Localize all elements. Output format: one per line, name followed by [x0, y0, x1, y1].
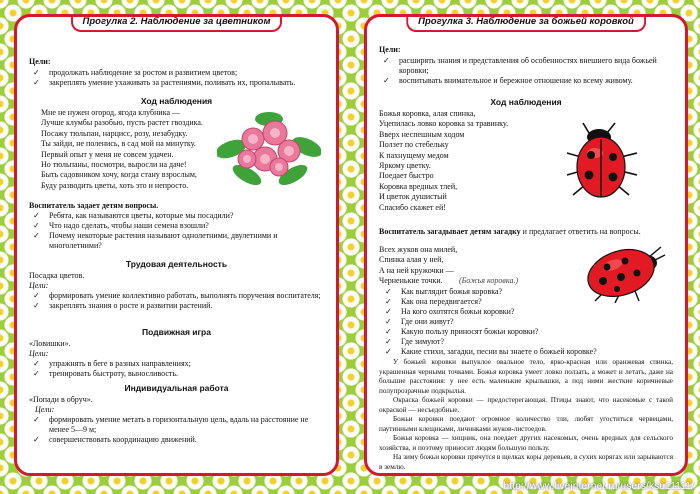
left-question-item: ✓ Почему некоторые растения называют однолетними, двулетними и многолетними? [29, 231, 324, 251]
left-labor-heading: Трудовая деятельность [125, 259, 228, 269]
left-labor-text: Посадка цветов. [29, 271, 85, 280]
left-questions-list [29, 211, 324, 251]
right-question-item: ✓ Какие стихи, загадки, песни вы знаете о божьей коровке? [381, 347, 673, 357]
right-riddle-answer: (Божья коровка.) [459, 276, 519, 285]
right-paragraph: На зиму божьи коровки прячутся в щелках коры деревьев, в сухих корягах или зарываются в землю. [379, 453, 673, 471]
watermark-url: http://www.liveinternet.ru/users/ksu11111/ [503, 481, 694, 492]
left-question-item: ✓ Ребята, как называются цветы, которые мы посадили? [29, 211, 324, 221]
left-game-name: «Ловишки». [29, 339, 71, 348]
left-labor-goals-list [29, 291, 324, 311]
left-individual-goal-item: ✓ формировать умение метать в горизонтальную цель, вдаль на расстояние не менее 5—9 м; [29, 415, 324, 435]
left-questions-label: Воспитатель задает детям вопросы. [29, 201, 159, 210]
right-question-item: ✓ Где зимуют? [381, 337, 673, 347]
right-panel [364, 14, 688, 476]
right-question-item: ✓ Как выглядит божья коровка? [381, 287, 673, 297]
right-panel-title: Прогулка 3. Наблюдение за божьей коровкой [406, 14, 646, 32]
right-question-item: ✓ На кого охотятся божьи коровки? [381, 307, 673, 317]
right-info-text [379, 358, 673, 472]
right-question-item: ✓ Где они живут? [381, 317, 673, 327]
right-riddle-intro [379, 227, 673, 237]
left-game-goals-label: Цели: [29, 349, 49, 358]
right-poem: Божья коровка, алая спинка, Уцепилась ловко коровка за травинку. Вверх неспешным ходом Ползет по стебельку К пахнущему медом Яркому цветку. Поедает быстро Коровка вредных тлей, И цветок душистый Спасибо скажет ей! [379, 109, 509, 212]
flower-bouquet-illustration [217, 109, 321, 187]
right-paragraph: У божьей коровки выпуклое овальное тело, ярко-красная или оранжевая спинка, украшенная черными точками. Божья коровка умеет ловко ползать, а может и летать, даже на большие расстояния: у нее есть маленькие крылышки, а под ними жесткие коричневые полупрозрачные подкрылья. [379, 358, 673, 395]
right-goals-label: Цели: [379, 45, 401, 54]
left-panel [14, 14, 339, 476]
left-game-heading: Подвижная игра [142, 327, 211, 337]
left-goals-list [29, 68, 324, 88]
left-course-heading: Ход наблюдения [140, 96, 213, 106]
ladybug-icon [561, 119, 643, 203]
right-paragraph: Божьи коровки поедают огромное количество тли, любят угоститься червецами, паутинными клещиками, личинками жуков-листоедов. [379, 415, 673, 433]
left-labor-goal-item: ✓ формировать умение коллективно работать, выполнять поручения воспитателя; [29, 291, 324, 301]
left-game-goal-item: ✓ тренировать быстроту, выносливость. [29, 369, 324, 379]
left-labor-goals-label: Цели: [29, 281, 49, 290]
right-goals-list [379, 56, 673, 86]
left-individual-name: «Попади в обруч». [29, 395, 93, 404]
right-goal-item: ✓ расширять знания и представления об особенностях внешнего вида божьей коровки; [379, 56, 673, 76]
left-poem: Мне не нужен огород, ягода клубника — Лучше клумбы разобью, пусть растет гвоздика. Посажу тюльпан, нарцисс, розу, незабудку. Ты зайди, не поленись, в сад мой на минутку. Первый опыт у меня не совсем удачен. Но тюльпаны, посмотри, выросли на даче! Быть садовником хочу, когда стану взрослым, Буду разводить цветы, хоть это и непросто. [41, 108, 203, 190]
right-question-item: ✓ Какую пользу приносят божьи коровки? [381, 327, 673, 337]
left-individual-heading: Индивидуальная работа [124, 383, 229, 393]
right-paragraph: Окраска божьей коровки — предостерегающая. Птицы знают, что насекомые с такой окраской — несъедобные. [379, 396, 673, 414]
left-individual-goal-item: ✓ совершенствовать координацию движений. [29, 435, 324, 445]
right-questions-list [381, 287, 673, 357]
right-riddle-tail: и предлагает ответить на вопросы. [520, 227, 641, 236]
left-individual-goals-label: Цели: [35, 405, 55, 414]
left-game-goals-list [29, 359, 324, 379]
left-labor-goal-item: ✓ закреплять знания о росте и развитии растений. [29, 301, 324, 311]
left-goal-item: ✓ продолжать наблюдение за ростом и развитием цветов; [29, 68, 324, 78]
left-panel-title: Прогулка 2. Наблюдение за цветником [71, 14, 283, 32]
right-paragraph: Божья коровка — хищник, она поедает других насекомых, очень вредных для сельского хозяйства, и поэтому приносит людям большую пользу. [379, 434, 673, 452]
left-question-item: ✓ Что надо сделать, чтобы наши семена взошли? [29, 221, 324, 231]
left-game-goal-item: ✓ упражнять в беге в разных направлениях; [29, 359, 324, 369]
right-riddle: Всех жуков она милей, Спинка алая у ней, А на ней кружочки — Черненькие точки. [379, 245, 458, 286]
right-question-item: ✓ Как она передвигается? [381, 297, 673, 307]
left-goal-item: ✓ закреплять умение ухаживать за растениями, поливать их, пропалывать. [29, 78, 324, 88]
right-riddle-label: Воспитатель загадывает детям загадку [379, 227, 521, 236]
left-goals-label: Цели: [29, 57, 51, 66]
right-course-heading: Ход наблюдения [490, 97, 562, 107]
left-individual-goals-list [29, 415, 324, 445]
right-goal-item: ✓ воспитывать внимательное и бережное отношение ко всему живому. [379, 76, 673, 86]
